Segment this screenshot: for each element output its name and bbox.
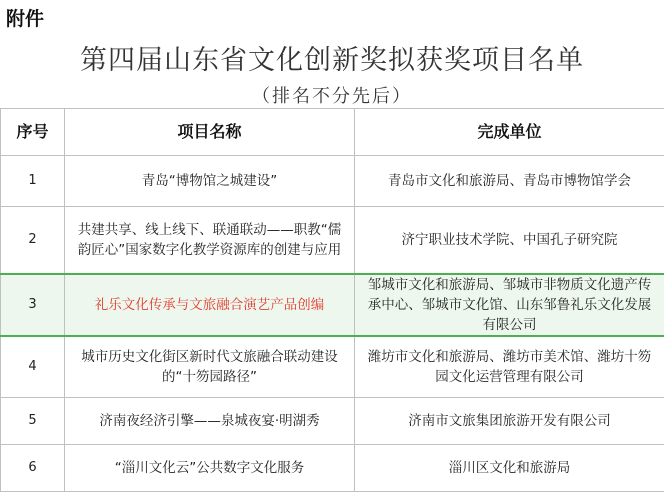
row-number: 2 <box>1 207 65 275</box>
award-list-table <box>0 108 664 492</box>
project-name: 济南夜经济引擎——泉城夜宴·明湖秀 <box>65 398 355 445</box>
table-row <box>1 398 664 445</box>
project-name: 礼乐文化传承与文旅融合演艺产品创编 <box>65 274 355 336</box>
completing-unit: 淄川区文化和旅游局 <box>355 445 664 492</box>
row-number: 3 <box>1 274 65 336</box>
table-row <box>1 207 664 275</box>
completing-unit: 济宁职业技术学院、中国孔子研究院 <box>355 207 664 275</box>
row-number: 4 <box>1 336 65 398</box>
row-number: 6 <box>1 445 65 492</box>
document-title: 第四届山东省文化创新奖拟获奖项目名单 <box>0 38 664 77</box>
project-name: 共建共享、线上线下、联通联动——职教“儒韵匠心”国家数字化教学资源库的创建与应用 <box>65 207 355 275</box>
project-name: 城市历史文化街区新时代文旅融合联动建设的“十笏园路径” <box>65 336 355 398</box>
column-header-unit: 完成单位 <box>355 109 664 156</box>
completing-unit: 潍坊市文化和旅游局、潍坊市美术馆、潍坊十笏园文化运营管理有限公司 <box>355 336 664 398</box>
table-header-row <box>1 109 664 156</box>
row-number: 5 <box>1 398 65 445</box>
table-row-highlighted <box>1 274 664 336</box>
document-subtitle: （排名不分先后） <box>0 82 664 108</box>
completing-unit: 济南市文旅集团旅游开发有限公司 <box>355 398 664 445</box>
table-row <box>1 445 664 492</box>
completing-unit: 青岛市文化和旅游局、青岛市博物馆学会 <box>355 156 664 207</box>
project-name: “淄川文化云”公共数字文化服务 <box>65 445 355 492</box>
table-row <box>1 336 664 398</box>
project-name: 青岛“博物馆之城建设” <box>65 156 355 207</box>
row-number: 1 <box>1 156 65 207</box>
attachment-label: 附件 <box>6 4 44 31</box>
completing-unit: 邹城市文化和旅游局、邹城市非物质文化遗产传承中心、邹城市文化馆、山东邹鲁礼乐文化发展有限公司 <box>355 274 664 336</box>
table-row <box>1 156 664 207</box>
column-header-number: 序号 <box>1 109 65 156</box>
column-header-project: 项目名称 <box>65 109 355 156</box>
